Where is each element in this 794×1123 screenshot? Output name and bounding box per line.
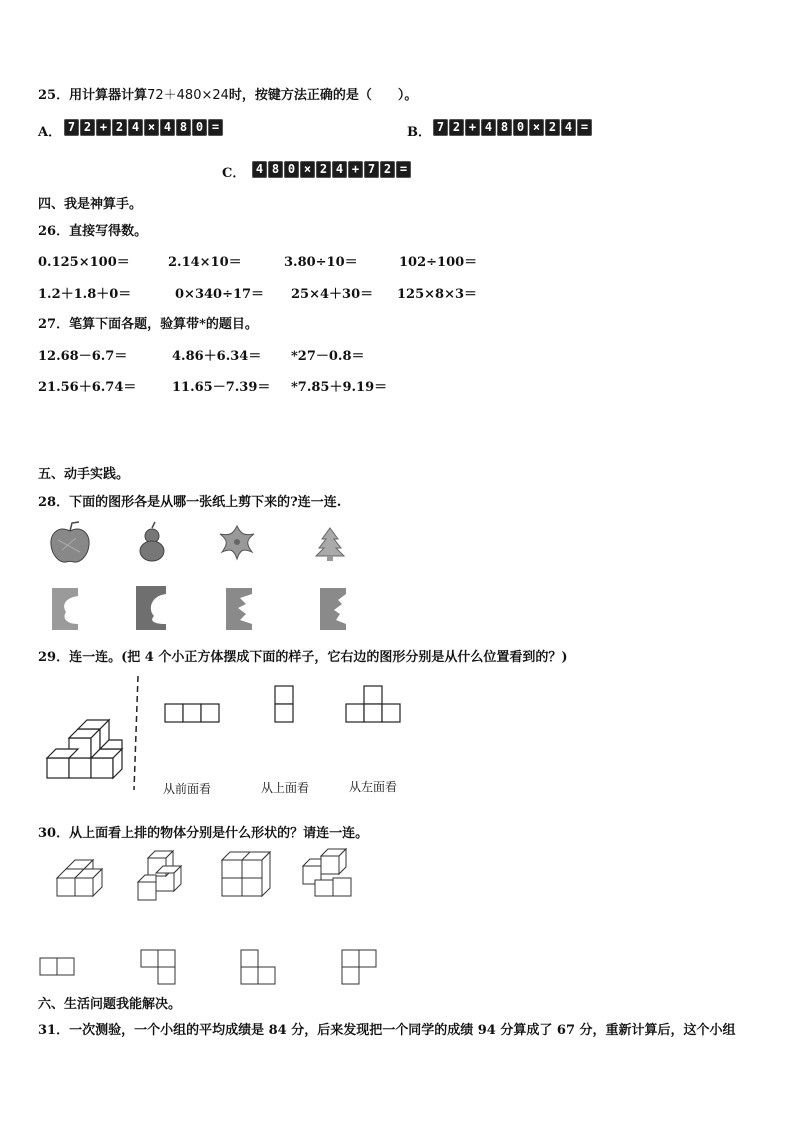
calc-key: 7 [64,119,79,136]
q25-text-post: 时，按键方法正确的是（ ）。 [228,88,418,103]
q26-r2-c4: 125×8×3＝ [397,287,478,302]
q27-r2-c2: 11.65－7.39＝ [172,380,271,395]
calc-key: 4 [561,119,576,136]
q27-title: 27．笔算下面各题，验算带*的题目。 [38,317,258,332]
q26-r1-c1: 0.125×100＝ [38,255,130,270]
q27-r1-c1: 12.68－6.7＝ [38,349,128,364]
calc-key: 4 [481,119,496,136]
calc-key: 2 [380,161,395,178]
gourd-shape-icon[interactable] [140,522,164,561]
calc-key: 0 [284,161,299,178]
q25-option-c-label: C． [222,166,246,181]
q30-view-1[interactable] [40,958,74,975]
q29-view-left[interactable] [346,686,400,722]
q26-r2-c1: 1.2＋1.8＋0＝ [38,287,132,302]
calc-key: + [96,119,111,136]
apple-shape-icon[interactable] [51,522,89,562]
calc-key: + [465,119,480,136]
q30-view-2[interactable] [141,950,175,984]
q30-view-4[interactable] [342,950,376,984]
q25-option-a-label: A． [38,125,62,140]
q25-option-b-keys[interactable] [433,119,592,136]
paper-2-icon[interactable] [136,586,166,630]
calc-key: 4 [160,119,175,136]
q30-object-1[interactable] [57,860,102,896]
q31-text: 31．一次测验，一个小组的平均成绩是 84 分，后来发现把一个同学的成绩 94 分算成了 67 分，重新计算后，这个小组 [38,1023,736,1038]
q27-r1-c3: *27－0.8＝ [291,349,365,364]
q25-option-a-keys[interactable] [64,119,223,136]
q30-view-3[interactable] [241,950,275,984]
calc-key: 0 [513,119,528,136]
paper-1-icon[interactable] [52,588,78,630]
q26-title: 26．直接写得数。 [38,224,148,239]
calc-key: 8 [176,119,191,136]
calc-key: 7 [433,119,448,136]
paper-3-icon[interactable] [226,588,252,630]
calc-key: 2 [316,161,331,178]
calc-key: 2 [80,119,95,136]
q30-title: 30．从上面看上排的物体分别是什么形状的？请连一连。 [38,826,369,841]
q26-r2-c3: 25×4＋30＝ [291,287,374,302]
q26-r1-c4: 102÷100＝ [399,255,478,270]
calc-key: 4 [252,161,267,178]
calc-key: 2 [449,119,464,136]
q29-cube-arrangement [47,720,122,778]
q29-view-top[interactable] [275,686,293,722]
q29-label-left: 从左面看 [349,780,398,794]
paper-4-icon[interactable] [320,588,346,630]
q29-label-top: 从上面看 [261,781,310,795]
q28-title: 28．下面的图形各是从哪一张纸上剪下来的?连一连. [38,495,342,510]
q25-question [38,84,417,103]
q27-r2-c1: 21.56＋6.74＝ [38,380,137,395]
q25-text-pre: 用计算器计算 [69,88,148,103]
calc-key: 8 [497,119,512,136]
section-4-heading: 四、我是神算手。 [38,197,143,212]
q30-object-3[interactable] [222,852,270,896]
q27-r2-c3: *7.85＋9.19＝ [291,380,388,395]
calc-key: 2 [545,119,560,136]
q26-r1-c2: 2.14×10＝ [168,255,242,270]
flower-shape-icon[interactable] [220,526,254,559]
q29-divider [134,676,138,790]
calc-key: 7 [364,161,379,178]
q25-option-b-label: B． [407,125,431,140]
calc-key: × [300,161,315,178]
section-6-heading: 六、生活问题我能解决。 [38,997,182,1012]
calc-key: 2 [112,119,127,136]
q26-r2-c2: 0×340÷17＝ [175,287,265,302]
calc-key: × [144,119,159,136]
calc-key: 4 [332,161,347,178]
calc-key: 4 [128,119,143,136]
q25-expression: 72＋480×24 [147,88,229,103]
q25-option-c-keys[interactable] [252,161,411,178]
q30-object-2[interactable] [138,851,181,900]
calc-key: 0 [192,119,207,136]
q29-label-front: 从前面看 [163,782,212,796]
calc-key: = [577,119,592,136]
calc-key: = [396,161,411,178]
q26-r1-c3: 3.80÷10＝ [284,255,358,270]
q27-r1-c2: 4.86＋6.34＝ [172,349,262,364]
q30-object-4[interactable] [303,849,351,896]
section-5-heading: 五、动手实践。 [38,467,130,482]
calc-key: = [208,119,223,136]
q29-title: 29．连一连。(把 4 个小正方体摆成下面的样子，它右边的图形分别是从什么位置看到的？) [38,650,568,665]
calc-key: + [348,161,363,178]
q29-view-front[interactable] [165,704,219,722]
q25-number: 25． [38,88,70,103]
tree-shape-icon[interactable] [316,528,344,561]
calc-key: × [529,119,544,136]
calc-key: 8 [268,161,283,178]
